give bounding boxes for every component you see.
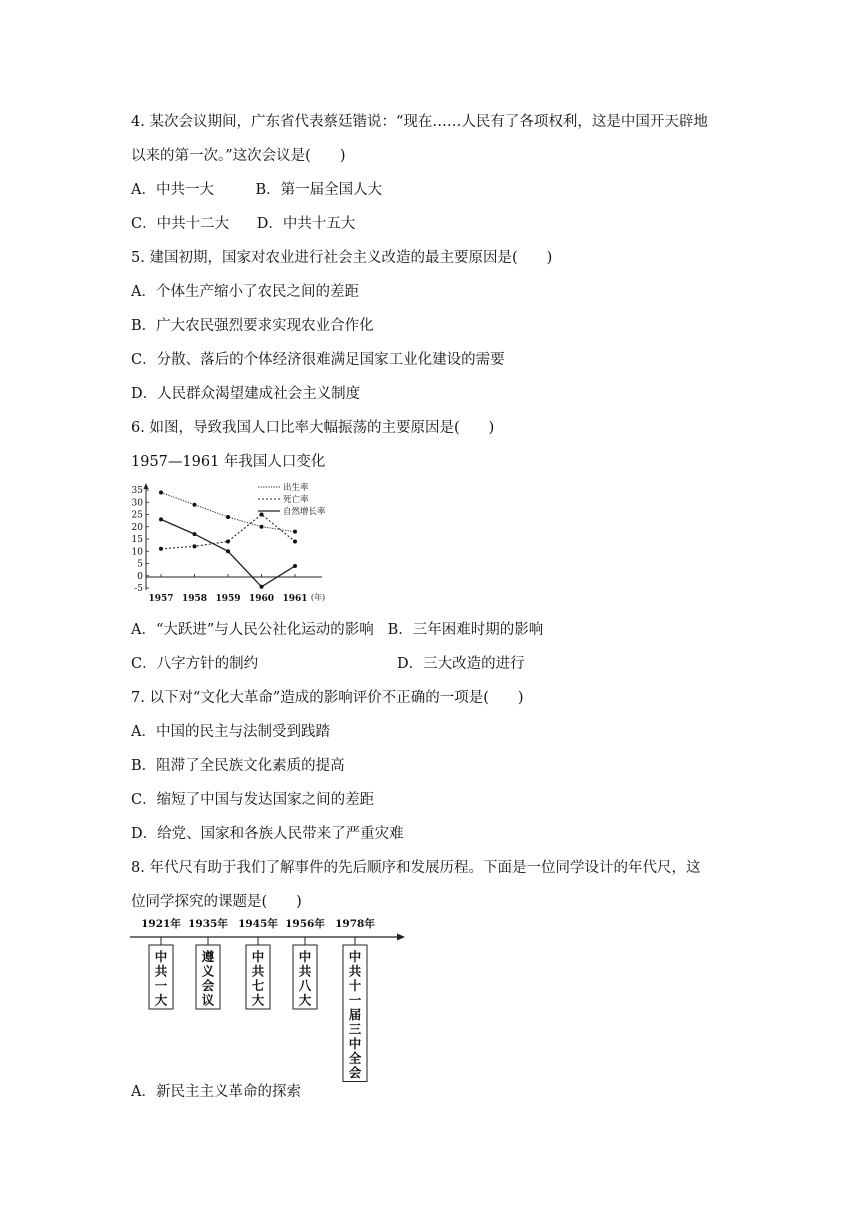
y-tick-label: 10 xyxy=(131,547,143,558)
x-unit-label: (年) xyxy=(310,593,326,602)
q6-option-b: B．三年困难时期的影响 xyxy=(387,622,544,638)
y-tick-label: 0 xyxy=(137,571,143,582)
y-tick-label: 5 xyxy=(137,559,143,570)
data-point-death-rate xyxy=(226,539,230,543)
q6-option-d: D．三大改造的进行 xyxy=(397,656,525,672)
q4-option-c: C．中共十二大 xyxy=(131,216,230,232)
legend-label-birth-rate: 出生率 xyxy=(283,483,309,493)
q5-option-b: B．广大农民强烈要求实现农业合作化 xyxy=(131,318,374,334)
data-point-death-rate xyxy=(260,513,264,517)
data-point-natural-growth-rate xyxy=(193,532,197,536)
q7-option-b: B．阻滞了全民族文化素质的提高 xyxy=(131,758,345,774)
timeline-event-label-0: 中共一大 xyxy=(154,949,168,1008)
x-tick-label-1961: 1961 xyxy=(282,594,308,604)
data-point-birth-rate xyxy=(260,525,264,529)
timeline-ruler xyxy=(126,912,416,1080)
data-point-natural-growth-rate xyxy=(293,564,297,568)
data-point-death-rate xyxy=(293,539,297,543)
q7-stem: 7. 以下对“文化大革命”造成的影响评价不正确的一项是( ) xyxy=(131,690,524,706)
q7-option-c: C．缩短了中国与发达国家之间的差距 xyxy=(131,792,375,808)
data-point-natural-growth-rate xyxy=(159,517,163,521)
y-tick-label: 25 xyxy=(131,510,143,521)
data-point-natural-growth-rate xyxy=(260,585,264,589)
q4-options-row-2 xyxy=(131,214,355,234)
q8-stem-line-2: 位同学探究的课题是( ) xyxy=(131,894,302,910)
legend-label-natural-growth-rate: 自然增长率 xyxy=(283,507,326,517)
y-tick-label: 35 xyxy=(131,486,143,496)
timeline-year-1: 1935年 xyxy=(188,918,228,930)
q6-options-row-1 xyxy=(131,620,543,640)
y-tick-label: 30 xyxy=(131,498,143,509)
q4-option-b: B．第一届全国人大 xyxy=(255,182,383,198)
q8-option-a: A．新民主主义革命的探索 xyxy=(131,1084,301,1100)
y-tick-label: -5 xyxy=(134,584,143,594)
q6-stem: 6. 如图，导致我国人口比率大幅振荡的主要原因是( ) xyxy=(131,420,495,436)
q6-options-row-2 xyxy=(131,654,525,674)
legend-label-death-rate: 死亡率 xyxy=(283,495,309,505)
q8-stem-line-1: 8. 年代尺有助于我们了解事件的先后顺序和发展历程。下面是一位同学设计的年代尺，这 xyxy=(131,860,701,876)
q4-options-row-1 xyxy=(131,180,382,200)
q7-option-a: A．中国的民主与法制受到践踏 xyxy=(131,724,330,740)
timeline-year-0: 1921年 xyxy=(141,918,181,930)
timeline-year-3: 1956年 xyxy=(285,918,325,930)
q6-option-a: A．“大跃进”与人民公社化运动的影响 xyxy=(131,622,374,638)
timeline-event-label-4: 中共十一届三中全会 xyxy=(348,949,362,1080)
data-point-birth-rate xyxy=(226,515,230,519)
y-axis-arrow xyxy=(144,483,149,489)
x-tick-label-1960: 1960 xyxy=(248,594,275,604)
series-line-death-rate xyxy=(161,515,295,549)
series-line-birth-rate xyxy=(161,492,295,531)
data-point-natural-growth-rate xyxy=(226,549,230,553)
timeline-arrow xyxy=(397,934,405,941)
q6-option-c: C．八字方针的制约 xyxy=(131,656,259,672)
population-chart xyxy=(126,476,366,606)
y-tick-label: 20 xyxy=(131,522,143,533)
q7-option-d: D．给党、国家和各族人民带来了严重灾难 xyxy=(131,826,404,842)
data-point-birth-rate xyxy=(293,530,297,534)
chart-title: 1957—1961 年我国人口变化 xyxy=(131,454,326,470)
q4-option-a: A．中共一大 xyxy=(131,182,214,198)
data-point-birth-rate xyxy=(193,503,197,507)
data-point-birth-rate xyxy=(159,490,163,494)
q5-option-c: C．分散、落后的个体经济很难满足国家工业化建设的需要 xyxy=(131,352,505,368)
q4-stem-line-2: 以来的第一次。”这次会议是( ) xyxy=(131,148,346,164)
q4-stem-line-1: 4. 某次会议期间，广东省代表蔡廷锴说：“现在……人民有了各项权利，这是中国开天辟地 xyxy=(131,114,708,130)
q4-option-d: D．中共十五大 xyxy=(256,216,356,232)
x-tick-label-1957: 1957 xyxy=(148,594,174,604)
timeline-year-4: 1978年 xyxy=(335,918,375,930)
timeline-event-label-1: 遵义会议 xyxy=(201,949,215,1008)
q5-option-d: D．人民群众渴望建成社会主义制度 xyxy=(131,386,361,402)
timeline-year-2: 1945年 xyxy=(238,918,278,930)
q5-option-a: A．个体生产缩小了农民之间的差距 xyxy=(131,284,359,300)
data-point-death-rate xyxy=(193,544,197,548)
timeline-event-label-3: 中共八大 xyxy=(298,949,312,1008)
timeline-event-label-2: 中共七大 xyxy=(251,949,265,1008)
y-tick-label: 15 xyxy=(131,535,143,545)
x-tick-label-1958: 1958 xyxy=(181,594,208,604)
q5-stem: 5. 建国初期，国家对农业进行社会主义改造的最主要原因是( ) xyxy=(131,250,553,266)
data-point-death-rate xyxy=(159,547,163,551)
x-tick-label-1959: 1959 xyxy=(215,594,241,604)
